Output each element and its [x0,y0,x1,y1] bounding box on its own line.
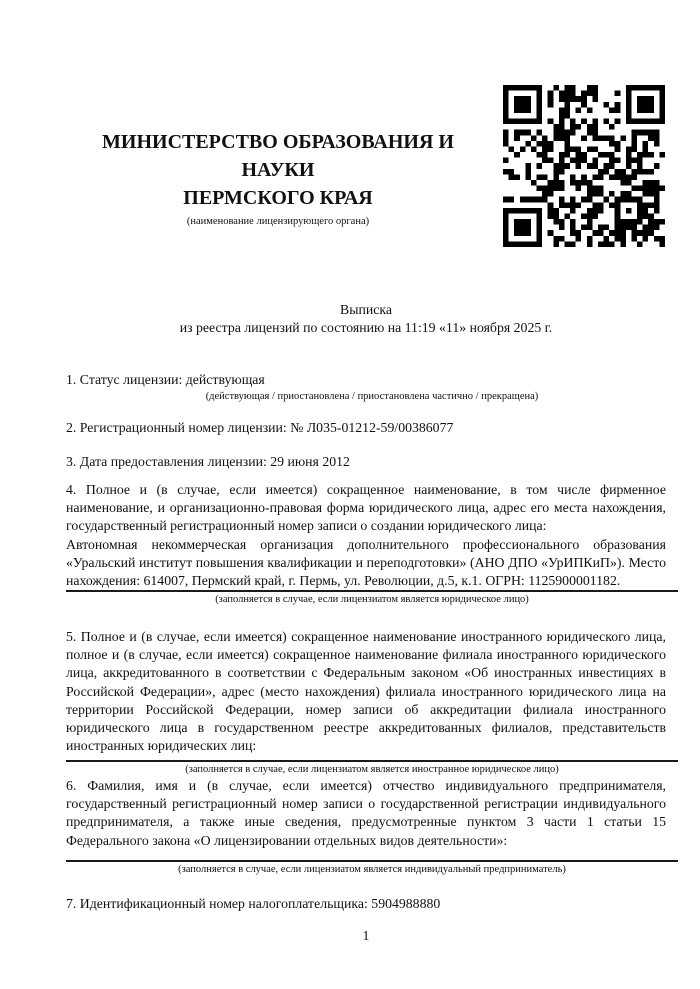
item-4-legal-entity [66,481,666,607]
foreign-entity-caption: (заполняется в случае, если лицензиатом является иностранное юридическое лицо) [185,764,559,776]
legal-entity-question: 4. Полное и (в случае, если имеется) сокращенное наименование, в том числе фирменное наименование, и организационно-правовая форма юридического лица, адрес его места нахождения, государственный регистрационный номер записи о создании юридического лица: [66,482,666,534]
ministry-name-line1: МИНИСТЕРСТВО ОБРАЗОВАНИЯ И НАУКИ [102,131,454,181]
grant-date-text: 3. Дата предоставления лицензии: 29 июня 2012 [66,454,350,469]
item-3-grant-date [66,453,666,471]
ministry-name-line2: ПЕРМСКОГО КРАЯ [183,187,373,209]
foreign-entity-question: 5. Полное и (в случае, если имеется) сокращенное наименование иностранного юридического лица, полное и (в случае, если имеется) сокращенное наименование филиала иностранного юридического лица, аккредитованного в соответствии с Федеральным законом «Об иностранных инвестициях в Российской Федерации», адрес (место нахождения) филиала иностранного юридического лица на территории Российской Федерации, номер записи об аккредитации филиала иностранного юридического лица в государственном реестре аккредитованных филиалов, представительств иностранных юридических лиц: [66,629,666,754]
entrepreneur-caption: (заполняется в случае, если лицензиатом является индивидуальный предприниматель) [178,863,566,875]
registration-number-text: 2. Регистрационный номер лицензии: № Л035-01212-59/00386077 [66,420,454,435]
qr-code [503,85,665,247]
item-6-individual-entrepreneur [66,777,666,877]
item-7-taxpayer-number [66,895,666,913]
entrepreneur-answer-rule [66,860,678,862]
ministry-caption: (наименование лицензирующего органа) [186,216,370,227]
item-1-license-status [66,371,666,404]
legal-entity-answer-rule [66,590,678,592]
document-title: Выписка [340,302,392,317]
document-subtitle: из реестра лицензий по состоянию на 11:19 «11» ноября 2025 г. [179,320,553,335]
legal-entity-caption: (заполняется в случае, если лицензиатом является юридическое лицо) [215,594,529,606]
legal-entity-answer: Автономная некоммерческая организация дополнительного профессионального образования «Уральский институт повышения квалификации и переподготовки» (АНО ДПО «УрИПКиП»). Место нахождения: 614007, Пермский край, г. Пермь, ул. Революции, д.5, к.1. ОГРН: 1125900001182. [66,536,666,589]
license-status-text: 1. Статус лицензии: действующая [66,372,265,387]
document-title-block [66,301,666,337]
item-2-registration-number [66,419,666,437]
taxpayer-number-text: 7. Идентификационный номер налогоплательщика: 5904988880 [66,896,441,911]
licensing-authority-header [66,128,490,229]
entrepreneur-question: 6. Фамилия, имя и (в случае, если имеется) отчество индивидуального предпринимателя, государственный регистрационный номер записи о государственной регистрации индивидуального предпринимателя, а также иные сведения, предусмотренные пунктом 3 части 1 статьи 15 Федерального закона «О лицензировании отдельных видов деятельности»: [66,778,666,848]
item-5-foreign-entity [66,628,666,777]
foreign-entity-answer-rule [66,760,678,762]
page-number: 1 [362,928,370,943]
status-options-caption: (действующая / приостановлена / приостановлена частично / прекращена) [205,391,539,403]
